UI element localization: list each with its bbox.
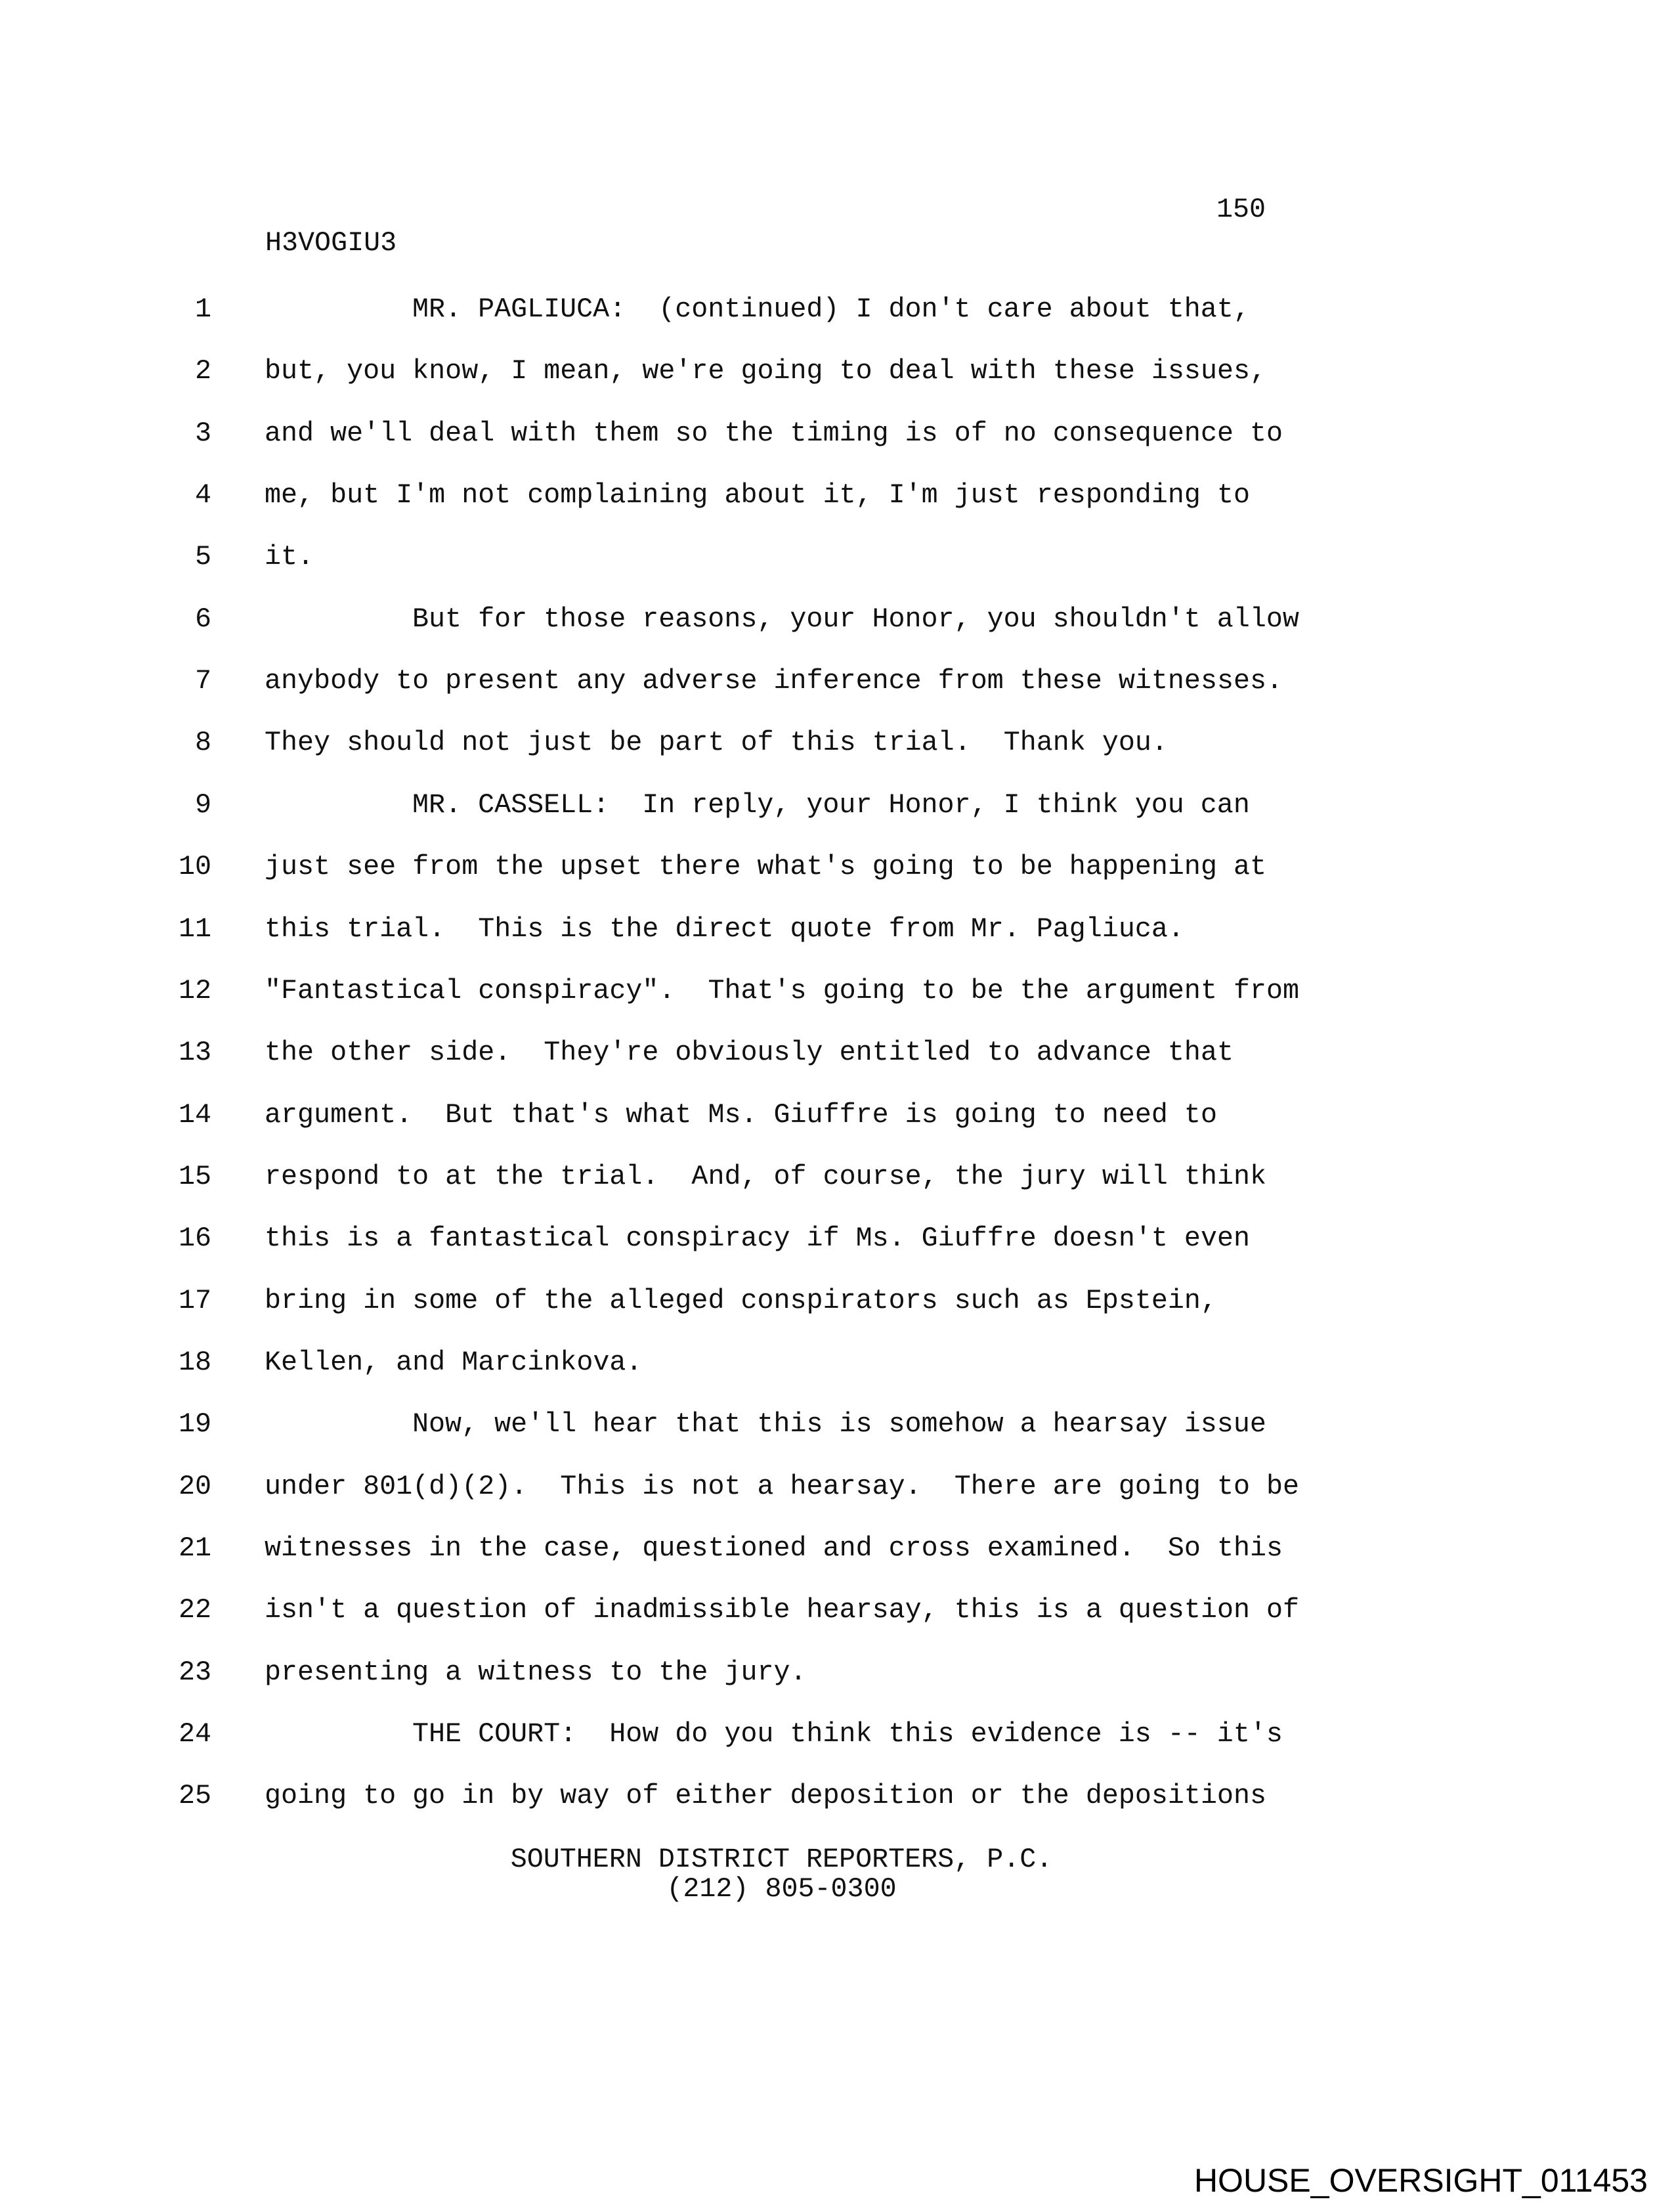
transcript-line bbox=[0, 729, 1674, 762]
line-text: this is a fantastical conspiracy if Ms. Giuffre doesn't even bbox=[265, 1223, 1250, 1255]
transcript-line bbox=[0, 603, 1674, 639]
transcript-line bbox=[0, 1532, 1674, 1568]
line-text: But for those reasons, your Honor, you shouldn't allow bbox=[412, 603, 1299, 635]
line-text: isn't a question of inadmissible hearsay, this is a question of bbox=[265, 1594, 1300, 1626]
transcript-line bbox=[0, 355, 1674, 391]
line-text: and we'll deal with them so the timing is of no consequence to bbox=[265, 417, 1283, 449]
footer-phone-number: (212) 805-0300 bbox=[666, 1873, 897, 1905]
line-number: 14 bbox=[178, 1098, 211, 1131]
line-number: 1 bbox=[194, 293, 211, 325]
line-text: bring in some of the alleged conspirators such as Epstein, bbox=[265, 1284, 1217, 1316]
line-number: 2 bbox=[194, 355, 211, 387]
transcript-line bbox=[0, 1594, 1674, 1630]
line-number: 24 bbox=[178, 1718, 211, 1750]
line-number: 10 bbox=[178, 851, 211, 883]
line-number: 3 bbox=[194, 417, 211, 449]
transcript-line bbox=[0, 974, 1674, 1010]
line-number: 11 bbox=[178, 913, 211, 945]
line-number: 8 bbox=[194, 727, 211, 759]
transcript-line bbox=[0, 1346, 1674, 1382]
line-number: 17 bbox=[178, 1284, 211, 1316]
line-text: but, you know, I mean, we're going to deal with these issues, bbox=[265, 355, 1267, 387]
line-text: THE COURT: How do you think this evidence is -- it's bbox=[412, 1718, 1283, 1750]
line-text: MR. PAGLIUCA: (continued) I don't care about that, bbox=[412, 293, 1250, 325]
line-number: 12 bbox=[178, 974, 211, 1007]
line-text: MR. CASSELL: In reply, your Honor, I think you can bbox=[412, 789, 1250, 821]
transcript-line bbox=[0, 1039, 1674, 1072]
line-text: presenting a witness to the jury. bbox=[265, 1656, 807, 1688]
line-text: this trial. This is the direct quote from Mr. Pagliuca. bbox=[265, 913, 1184, 945]
line-number: 13 bbox=[178, 1037, 211, 1069]
transcript-line bbox=[0, 851, 1674, 886]
line-number: 25 bbox=[178, 1780, 211, 1812]
transcript-line bbox=[0, 541, 1674, 576]
line-text: the other side. They're obviously entitled to advance that bbox=[265, 1037, 1234, 1069]
transcript-line bbox=[0, 913, 1674, 949]
line-number: 22 bbox=[178, 1594, 211, 1626]
transcript-line bbox=[0, 479, 1674, 515]
transcript-line bbox=[0, 1470, 1674, 1506]
transcript-line bbox=[0, 1780, 1674, 1815]
header-code: H3VOGIU3 bbox=[265, 227, 397, 259]
line-number: 15 bbox=[178, 1160, 211, 1192]
transcript-line bbox=[0, 1284, 1674, 1320]
transcript-line bbox=[0, 417, 1674, 453]
transcript-line bbox=[0, 293, 1674, 329]
page-number: 150 bbox=[1216, 194, 1266, 225]
line-text: it. bbox=[265, 541, 314, 573]
line-number: 19 bbox=[178, 1408, 211, 1441]
line-number: 23 bbox=[178, 1656, 211, 1688]
line-number: 6 bbox=[194, 603, 211, 635]
line-text: "Fantastical conspiracy". That's going to be the argument from bbox=[265, 974, 1300, 1007]
line-number: 7 bbox=[194, 665, 211, 697]
transcript-line bbox=[0, 1160, 1674, 1196]
transcript-line bbox=[0, 1408, 1674, 1444]
line-text: just see from the upset there what's going to be happening at bbox=[265, 851, 1267, 883]
transcript-line bbox=[0, 1656, 1674, 1692]
line-text: me, but I'm not complaining about it, I'm just responding to bbox=[265, 479, 1250, 511]
line-number: 9 bbox=[194, 789, 211, 821]
line-text: argument. But that's what Ms. Giuffre is going to need to bbox=[265, 1098, 1217, 1131]
line-number: 18 bbox=[178, 1346, 211, 1378]
line-text: Kellen, and Marcinkova. bbox=[265, 1346, 643, 1378]
footer-reporters-name: SOUTHERN DISTRICT REPORTERS, P.C. bbox=[510, 1844, 1053, 1875]
line-number: 20 bbox=[178, 1470, 211, 1502]
transcript-line bbox=[0, 1098, 1674, 1135]
transcript-line bbox=[0, 1225, 1674, 1258]
line-number: 5 bbox=[194, 541, 211, 573]
line-number: 21 bbox=[178, 1532, 211, 1564]
line-number: 4 bbox=[194, 479, 211, 511]
line-text: witnesses in the case, questioned and cross examined. So this bbox=[265, 1532, 1283, 1564]
line-text: respond to at the trial. And, of course, the jury will think bbox=[265, 1160, 1267, 1192]
transcript-line bbox=[0, 665, 1674, 701]
bates-stamp: HOUSE_OVERSIGHT_011453 bbox=[1193, 2162, 1648, 2199]
line-text: under 801(d)(2). This is not a hearsay. There are going to be bbox=[265, 1470, 1300, 1502]
line-text: anybody to present any adverse inference from these witnesses. bbox=[265, 665, 1283, 697]
line-text: going to go in by way of either deposition or the depositions bbox=[265, 1780, 1267, 1812]
transcript-line bbox=[0, 789, 1674, 825]
line-number: 16 bbox=[178, 1223, 211, 1255]
line-text: They should not just be part of this trial. Thank you. bbox=[265, 727, 1168, 759]
line-text: Now, we'll hear that this is somehow a hearsay issue bbox=[412, 1408, 1266, 1441]
transcript-line bbox=[0, 1718, 1674, 1754]
